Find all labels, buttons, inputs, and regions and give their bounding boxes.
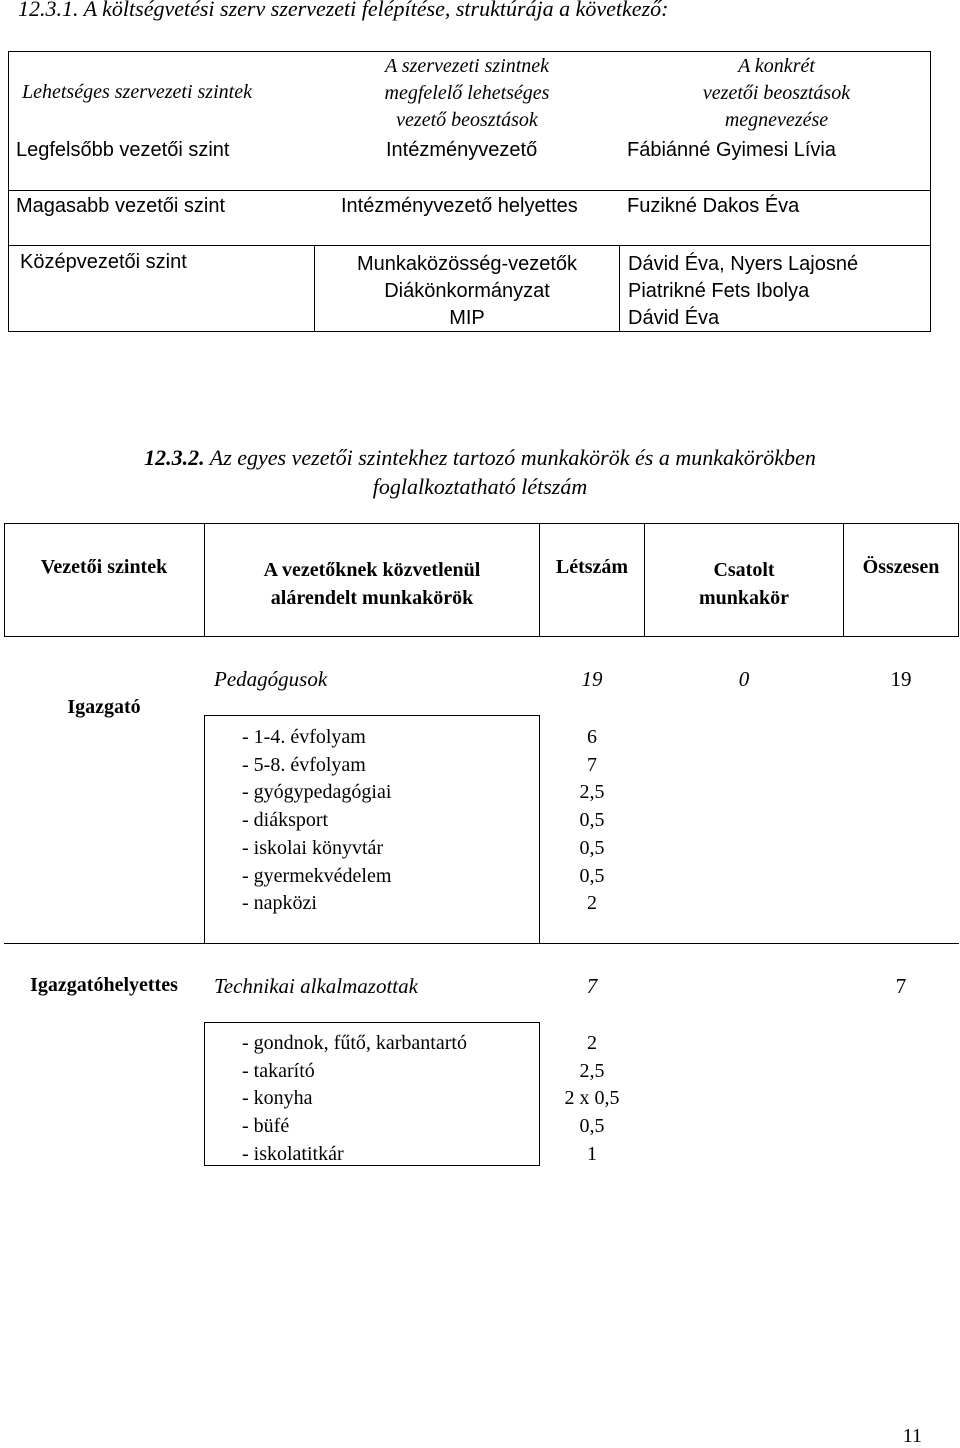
technical-job-list [242,1030,467,1169]
list-value: 1 [587,1142,597,1165]
section-2-title: 12.3.2. Az egyes vezetői szintekhez tartozó munkakörök és a munkakörökben foglalkoztatható létszám [144,445,816,499]
list-value: 2 x 0,5 [564,1087,620,1110]
page-number: 11 [902,1425,922,1447]
list-value: 6 [587,726,597,748]
list-value: 0,5 [579,809,605,832]
list-value: 2,5 [579,1059,605,1082]
list-item: - iskolatitkár [242,1142,344,1165]
header-subordinate-jobs: A vezetőknek közvetlenül alárendelt munkakörök [263,559,481,609]
name-higher: Fuzikné Dakos Éva [627,195,800,217]
names-middle: Dávid Éva, Nyers Lajosné Piatrikné Fets Ibolya Dávid Éva [628,253,859,329]
list-item: - 1-4. évfolyam [242,726,366,748]
count-teachers: 19 [581,667,603,691]
category-technical-staff: Technikai alkalmazottak [214,974,418,998]
header-headcount: Létszám [555,556,629,578]
list-item: - takarító [242,1059,315,1082]
level-middle: Középvezetői szint [20,251,187,273]
list-item: - gyógypedagógiai [242,781,392,804]
list-item: - büfé [242,1115,290,1138]
total-teachers: 19 [890,667,912,691]
level-director: Igazgató [67,696,141,718]
list-item: - gondnok, fűtő, karbantartó [242,1032,467,1054]
teacher-job-list [242,724,391,918]
position-top: Intézményvezető [386,139,538,161]
count-technical-staff: 7 [586,974,598,998]
teacher-job-values [540,724,644,918]
attached-teachers: 0 [738,667,750,691]
total-technical-staff: 7 [895,974,907,998]
list-value: 2 [587,1032,597,1054]
positions-middle: Munkaközösség-vezetők Diákönkormányzat MIP [356,253,578,329]
header-total: Összesen [862,556,940,578]
list-value: 0,5 [579,1115,605,1138]
level-higher: Magasabb vezetői szint [16,195,226,217]
list-item: - konyha [242,1087,313,1110]
header-attached-job: Csatolt munkakör [698,559,790,609]
name-top: Fábiánné Gyimesi Lívia [627,139,836,161]
position-higher: Intézményvezető helyettes [341,195,578,217]
header-possible-levels: Lehetséges szervezeti szintek [22,81,252,103]
list-value: 0,5 [579,864,605,887]
header-possible-positions: A szervezeti szintnek megfelelő lehetséges vezető beosztások [384,55,550,131]
technical-job-values [540,1030,644,1169]
list-value: 2,5 [579,781,605,804]
section-1-title: 12.3.1. A költségvetési szerv szervezeti felépítése, struktúrája a következő: [18,0,669,21]
list-item: - gyermekvédelem [242,864,392,887]
list-value: 0,5 [579,836,605,859]
list-item: - iskolai könyvtár [242,836,384,859]
header-actual-positions: A konkrét vezetői beosztások megnevezése [702,55,851,131]
list-item: - 5-8. évfolyam [242,753,366,776]
list-item: - diáksport [242,809,329,832]
list-item: - napközi [242,892,317,915]
level-deputy-director: Igazgatóhelyettes [30,974,178,996]
category-teachers: Pedagógusok [214,667,328,691]
list-value: 2 [587,892,597,915]
header-leader-levels: Vezetői szintek [40,556,168,578]
list-value: 7 [587,753,597,776]
level-top: Legfelsőbb vezetői szint [16,139,230,161]
